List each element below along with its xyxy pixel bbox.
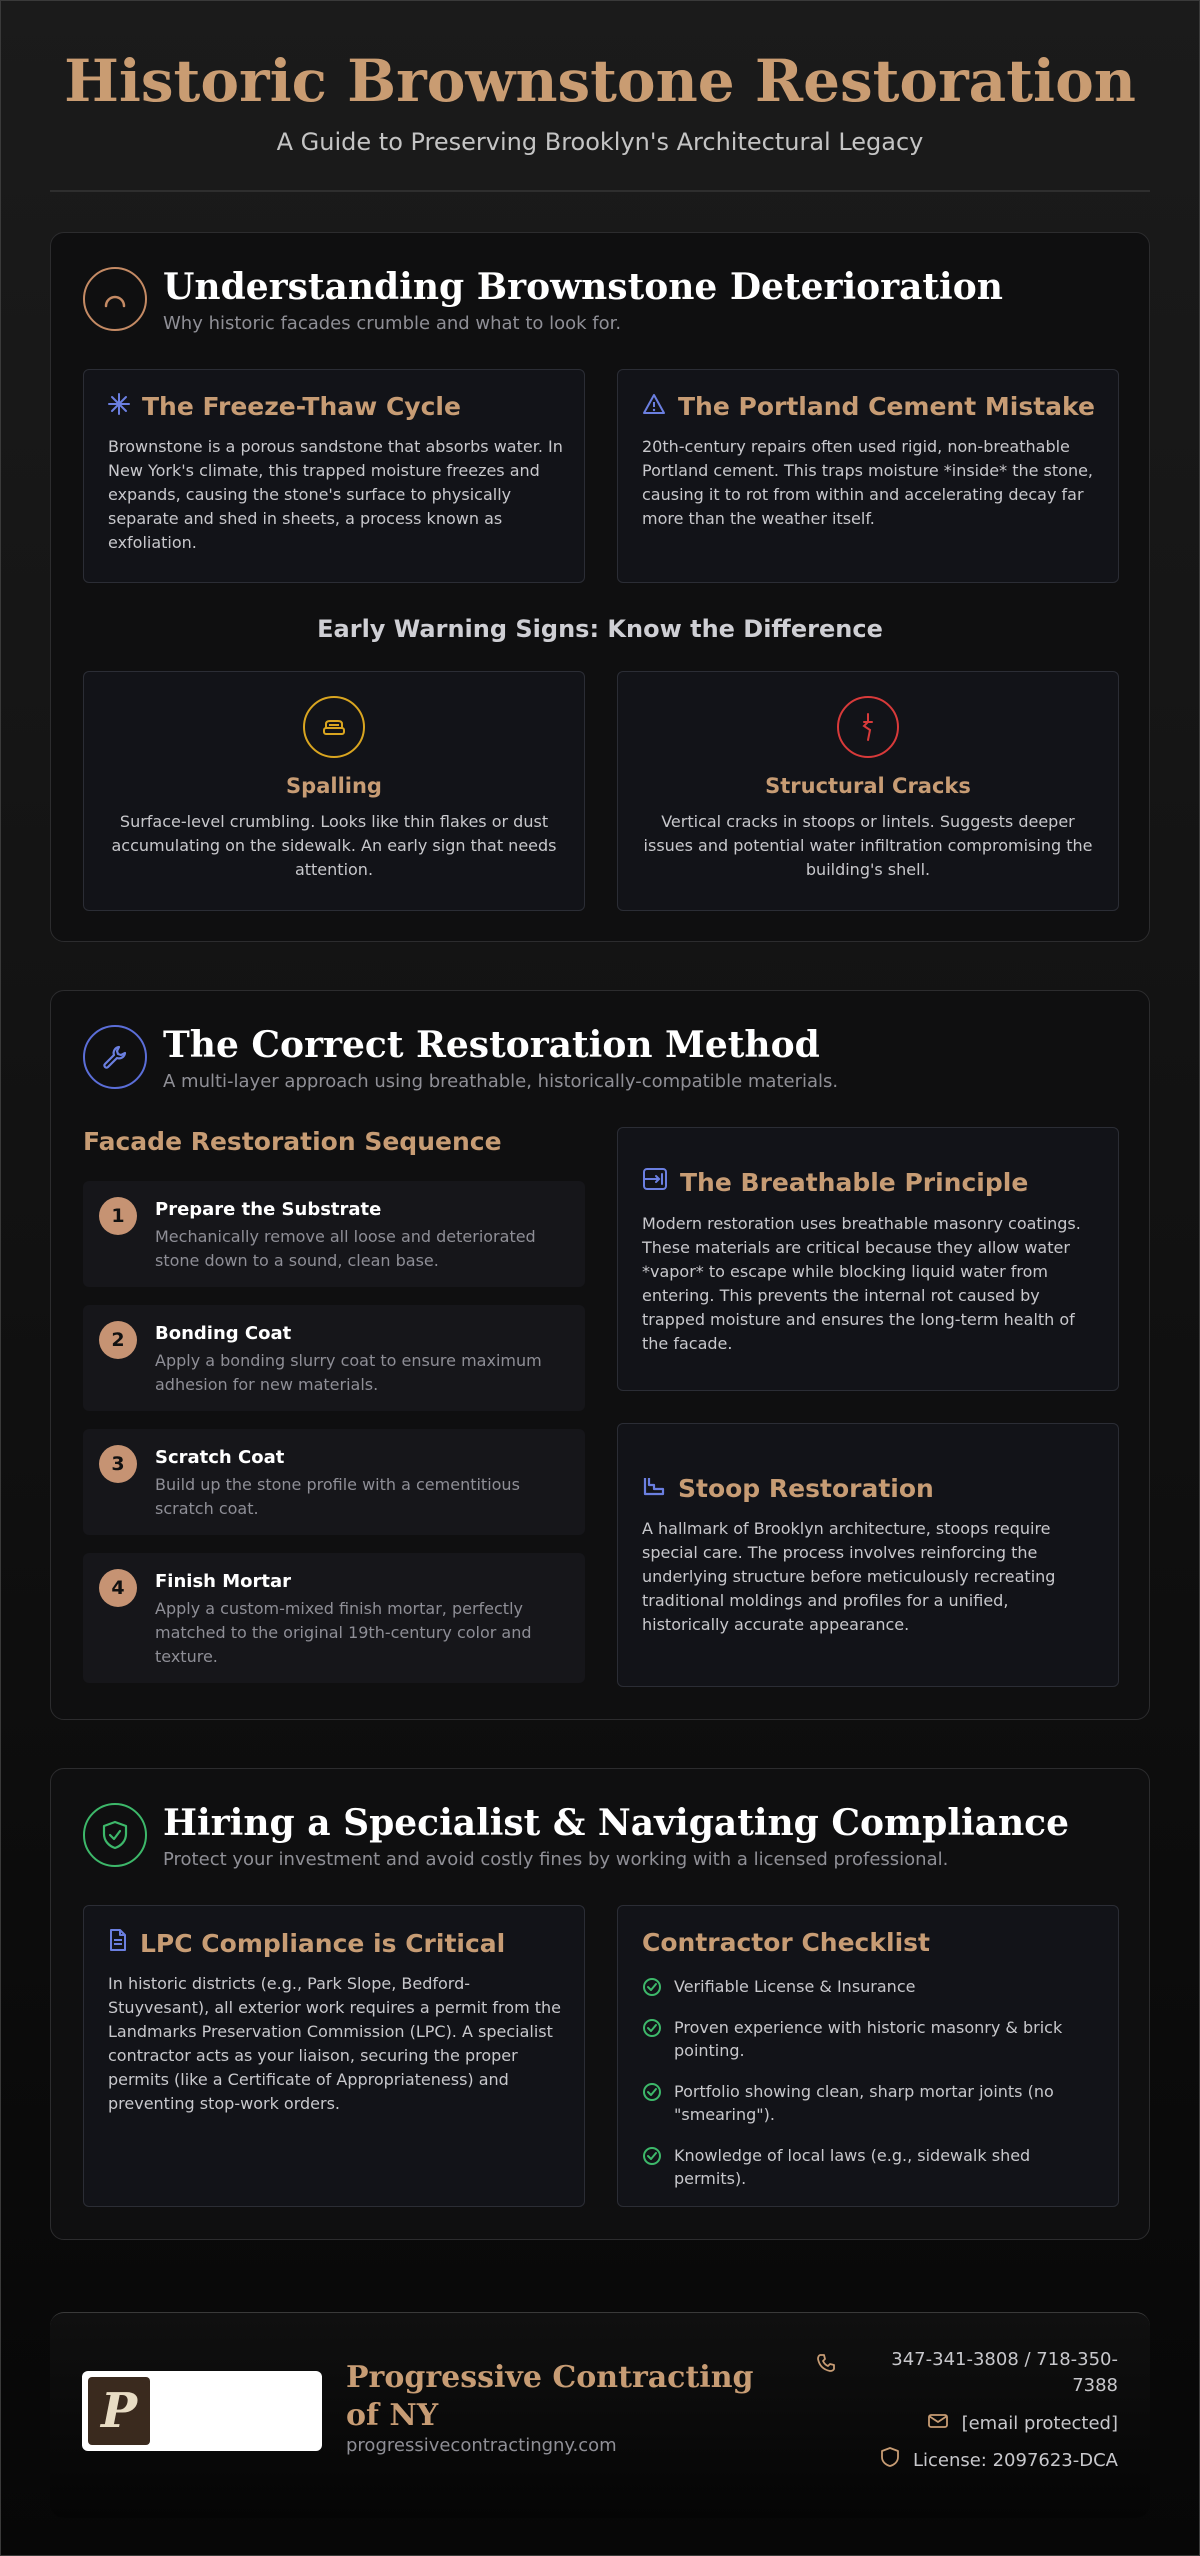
step-body: Mechanically remove all loose and deteriorated stone down to a sound, clean base. [155,1227,536,1270]
list-item [83,1181,585,1287]
portland-cement-card [617,369,1119,583]
phone-contact[interactable] [818,2347,1118,2399]
card-body: In historic districts (e.g., Park Slope, Bedford-Stuyvesant), all exterior work requires a permit from the Landmarks Preservation Commission (LPC). A specialist contractor acts as your liaison, securing the proper permits (like a Certificate of Appropriateness) and preventing stop-work orders. [108,1974,561,2113]
list-item [83,1429,585,1535]
deterioration-section [50,232,1150,942]
warning-body: Vertical cracks in stoops or lintels. Suggests deeper issues and potential water infiltration compromising the building's shell. [643,812,1093,879]
check-circle-icon [642,2146,662,2166]
step-body: Apply a bonding slurry coat to ensure maximum adhesion for new materials. [155,1351,542,1394]
document-icon [108,1928,128,1958]
warning-title: Structural Cracks [765,774,971,798]
phone-icon [816,2353,836,2381]
sequence-heading: Facade Restoration Sequence [83,1127,502,1156]
card-body: Brownstone is a porous sandstone that absorbs water. In New York's climate, this trapped moisture freezes and expands, causing the stone's surface to physically separate and shed in sheets, a process known as exfoliation. [108,437,563,552]
check-circle-icon [642,2082,662,2102]
checklist-text: Knowledge of local laws (e.g., sidewalk shed permits). [674,2146,1031,2188]
page-footer [50,2312,1150,2518]
step-body: Apply a custom-mixed finish mortar, perfectly matched to the original 19th-century color and texture. [155,1599,532,1666]
card-title: Contractor Checklist [642,1928,930,1957]
arch-icon [83,267,147,331]
email-address: [email protected] [961,2413,1118,2434]
freeze-thaw-card [83,369,585,583]
logo-emblem [88,2377,150,2445]
section-subtitle: Why historic facades crumble and what to look for. [163,313,622,334]
logo-letter: P [100,2383,138,2439]
list-item [642,1975,1098,1998]
hiring-section [50,1768,1150,2240]
website-link[interactable]: progressivecontractingny.com [346,2435,617,2456]
step-title: Prepare the Substrate [155,1199,382,1220]
list-item [83,1305,585,1411]
shield-icon [881,2447,899,2475]
shield-check-icon [83,1803,147,1867]
stairs-icon [642,1474,666,1503]
step-body: Build up the stone profile with a cementitious scratch coat. [155,1475,520,1518]
warning-body: Surface-level crumbling. Looks like thin flakes or dust accumulating on the sidewalk. An early sign that needs attention. [111,812,557,879]
step-number: 2 [99,1321,137,1359]
checklist-text: Proven experience with historic masonry & brick pointing. [674,2018,1063,2060]
page-subtitle: A Guide to Preserving Brooklyn's Architectural Legacy [276,128,924,156]
mail-icon [928,2411,948,2437]
wrench-icon [83,1025,147,1089]
phone-number: 347-341-3808 / 718-350-7388 [891,2349,1118,2396]
company-name: Progressive Contracting of NY [346,2360,754,2433]
contractor-checklist-card [617,1905,1119,2207]
breathable-principle-card [617,1127,1119,1391]
list-item [642,2144,1098,2190]
lpc-compliance-card [83,1905,585,2207]
checklist-text: Portfolio showing clean, sharp mortar joints (no "smearing"). [674,2082,1054,2124]
company-logo[interactable] [82,2371,322,2451]
structural-cracks-card [617,671,1119,911]
checklist [642,1975,1098,2190]
card-title: The Freeze-Thaw Cycle [142,392,461,421]
step-number: 1 [99,1197,137,1235]
license-info [881,2447,1118,2475]
card-title: LPC Compliance is Critical [140,1928,506,1958]
section-subtitle: Protect your investment and avoid costly fines by working with a licensed professional. [163,1849,949,1870]
list-item [642,2016,1098,2062]
restoration-method-section [50,990,1150,1720]
checklist-text: Verifiable License & Insurance [674,1977,916,1996]
warning-title: Spalling [286,774,382,798]
license-number: License: 2097623-DCA [912,2450,1118,2471]
step-number: 3 [99,1445,137,1483]
section-title: Understanding Brownstone Deterioration [163,266,1003,308]
list-item [83,1553,585,1683]
card-title: The Breathable Principle [680,1167,1029,1197]
check-circle-icon [642,2018,662,2038]
spalling-card [83,671,585,911]
snowflake-icon [108,392,130,421]
section-subtitle: A multi-layer approach using breathable, historically-compatible materials. [163,1071,839,1092]
step-number: 4 [99,1569,137,1607]
layers-icon [303,696,365,758]
stoop-restoration-card [617,1423,1119,1687]
card-body: Modern restoration uses breathable masonry coatings. These materials are critical because they allow water *vapor* to escape while blocking liquid water from entering. This prevents the internal rot caused by trapped moisture and ensures the long-term health of the facade. [642,1214,1081,1353]
page-title: Historic Brownstone Restoration [64,47,1136,115]
section-title: Hiring a Specialist & Navigating Compliance [163,1802,1069,1844]
warning-triangle-icon [642,392,666,421]
check-circle-icon [642,1977,662,1997]
card-body: A hallmark of Brooklyn architecture, stoops require special care. The process involves reinforcing the underlying structure before meticulously recreating traditional moldings and profiles for a unified, historically accurate appearance. [642,1519,1056,1634]
step-title: Bonding Coat [155,1323,292,1344]
step-title: Finish Mortar [155,1571,292,1592]
card-title: Stoop Restoration [678,1474,934,1503]
list-item [642,2080,1098,2126]
card-title: The Portland Cement Mistake [678,392,1095,421]
breathe-icon [642,1166,668,1198]
warning-signs-heading: Early Warning Signs: Know the Difference [317,615,883,643]
step-title: Scratch Coat [155,1447,285,1468]
crack-icon [837,696,899,758]
email-contact[interactable] [928,2411,1118,2437]
card-body: 20th-century repairs often used rigid, non-breathable Portland cement. This traps moisture *inside* the stone, causing it to rot from within and accelerating decay far more than the weather itself. [642,437,1094,528]
page-header [50,40,1150,192]
section-title: The Correct Restoration Method [163,1024,820,1066]
